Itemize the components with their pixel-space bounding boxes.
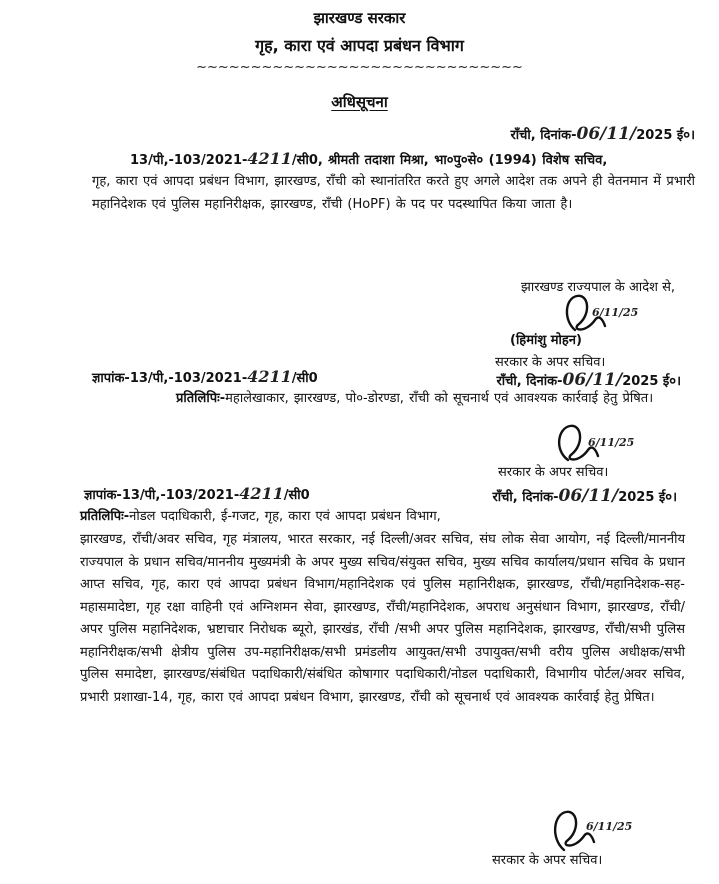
handwritten-date: 06/11/ [576,124,637,144]
handwritten-ref-no: 4211 [247,149,292,168]
memo2-copy-label: प्रतिलिपिः- [80,509,130,524]
memo2-copy-first: नोडल पदाधिकारी, ई-गजट, गृह, कारा एवं आपदा प्रबंधन विभाग, [129,509,441,524]
memo1-designation: सरकार के अपर सचिव। [498,465,609,480]
memo2-copy-first-line [80,506,685,529]
memo2-copy-text: झारखण्ड, राँची/अवर सचिव, गृह मंत्रालय, भारत सरकार, नई दिल्ली/अवर सचिव, संघ लोक सेवा आयोग, नई दिल्ली/माननीय राज्यपाल के प्रधान सचिव/माननीय मुख्यमंत्री के अपर मुख्य सचिव/संयुक्त सचिव, मुख्य सचिव कार्यालय/प्रधान सचिव के प्रधान आप्त सचिव, गृह, कारा एवं आपदा प्रबंधन विभाग/महानिदेशक एवं पुलिस महानिरीक्षक, झारखण्ड, राँची/महानिदेशक-सह-महासमादेष्टा, गृह रक्षा वाहिनी एवं अग्निशमन सेवा, झारखण्ड, राँची/महानिदेशक, अपराध अनुसंधान विभाग, झारखण्ड, राँची/ अपर पुलिस महानिदेशक, भ्रष्टाचार निरोधक ब्यूरो, झारखंड, राँची /सभी अपर पुलिस महानिदेशक, झारखण्ड, राँची/सभी पुलिस महानिरीक्षक/सभी क्षेत्रीय पुलिस उप-महानिरीक्षक/सभी प्रमंडलीय आयुक्त/सभी उपायुक्त/सभी वरीय पुलिस अधीक्षक/सभी पुलिस समादेष्टा, झारखण्ड/संबंधित पदाधिकारी/संबंधित कोषागार पदाधिकारी/नोडल पदाधिकारी, विभागीय पोर्टल/अवर सचिव, प्रभारी प्रशाखा-14, गृह, कारा एवं आपदा प्रबंधन विभाग, झारखण्ड, राँची को सूचनार्थ एवं आवश्यक कार्रवाई हेतु प्रेषित। [80,532,685,705]
memo1-copy-text: महालेखाकार, झारखण्ड, पो०-डोरण्डा, राँची को सूचनार्थ एवं आवश्यक कार्रवाई हेतु प्रेषित। [225,391,654,406]
memo2-date: राँची, दिनांक-06/11/2025 ई०। [492,486,677,506]
notification-first-line [90,148,693,173]
memo2-handwritten-ref-no: 4211 [239,484,284,503]
memo1-handwritten-ref-no: 4211 [247,367,292,386]
notification-title: अधिसूचना [331,93,388,111]
signatory-name: (हिमांशु मोहन) [510,333,582,348]
memo1-ref: ज्ञापांक-13/पी,-103/2021-4211/सी0 [92,367,318,386]
signatory-designation: सरकार के अपर सचिव। [495,355,606,370]
header-divider: ~~~~~~~~~~~~~~~~~~~~~~~~~~~~~~ [196,60,523,75]
memo2-handwritten-date: 06/11/ [558,486,619,506]
memo2-designation: सरकार के अपर सचिव। [492,853,603,868]
signature-2-date: 6/11/25 [588,436,635,449]
government-name: झारखण्ड सरकार [313,9,406,27]
notification-date [510,124,695,144]
date-suffix: 2025 ई०। [636,128,695,143]
memo2-ref: ज्ञापांक-13/पी,-103/2021-4211/सी0 [84,484,310,503]
notification-body [90,148,693,173]
notification-text: गृह, कारा एवं आपदा प्रबंधन विभाग, झारखण्ड, राँची को स्थानांतरित करते हुए अगले आदेश तक अपने ही वेतनमान में प्रभारी महानिदेशक एवं पुलिस महानिरीक्षक, झारखण्ड, राँची (HoPF) के पद पर पदस्थापित किया जाता है। [92,174,695,212]
signature-3-date: 6/11/25 [586,820,633,833]
notification-ref: 13/पी,-103/2021-4211/सी0, [130,149,323,168]
date-prefix: राँची, दिनांक- [510,128,577,143]
signature-1-date: 6/11/25 [592,306,639,319]
memo1-date: राँची, दिनांक-06/11/2025 ई०। [496,370,681,390]
department-name: गृह, कारा एवं आपदा प्रबंधन विभाग [255,36,464,55]
officer-detail: श्रीमती तदाशा मिश्रा, भा०पु०से० (1994) विशेष सचिव, [327,153,608,168]
governor-order-line: झारखण्ड राज्यपाल के आदेश से, [521,280,675,295]
memo1-copy-label: प्रतिलिपिः- [176,391,226,406]
memo1-copy [80,388,688,411]
memo1-handwritten-date: 06/11/ [562,370,623,390]
